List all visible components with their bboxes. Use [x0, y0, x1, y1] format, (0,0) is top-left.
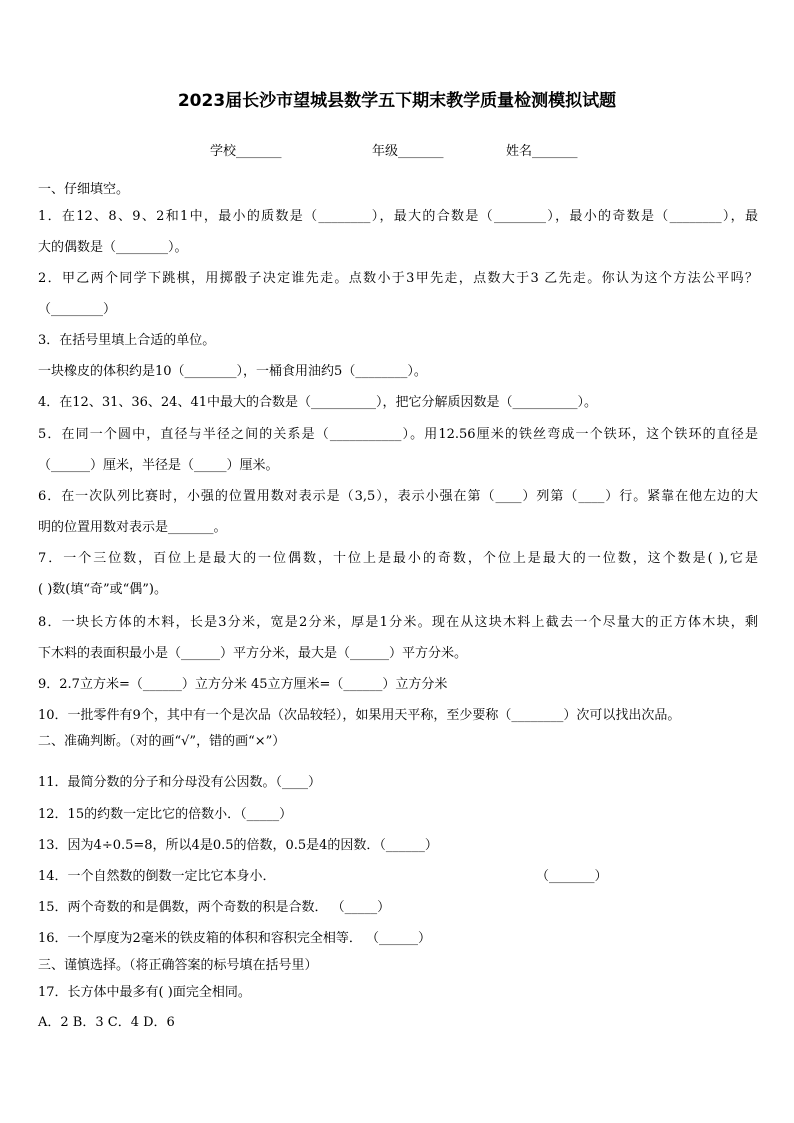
question-3-line-1: 3．在括号里填上合适的单位。: [38, 333, 216, 348]
question-9: 9．2.7立方米=（______）立方分米 45立方厘米=（______）立方分米: [38, 677, 448, 692]
question-17: 17．长方体中最多有( )面完全相同。: [38, 985, 251, 1000]
school-field: 学校_______: [210, 144, 282, 159]
question-5-line-2: （______）厘米，半径是（_____）厘米。: [38, 458, 279, 473]
section-heading-fill: 一、仔细填空。: [38, 182, 130, 197]
question-10: 10．一批零件有9个，其中有一个是次品（次品较轻），如果用天平称，至少要称（________）次可以找出次品。: [38, 708, 681, 723]
question-11: 11．最简分数的分子和分母没有公因数。（____）: [38, 775, 322, 790]
question-13: 13．因为4÷0.5=8，所以4是0.5的倍数，0.5是4的因数．（______）: [38, 838, 438, 853]
question-2-line-2: （________）: [38, 302, 117, 317]
section-heading-choice: 三、谨慎选择。（将正确答案的标号填在括号里）: [38, 958, 318, 973]
name-field: 姓名_______: [506, 144, 578, 159]
question-7-line-1: 7．一个三位数，百位上是最大的一位偶数，十位上是最小的奇数，个位上是最大的一位数，这个数是( ),它是: [38, 551, 758, 566]
question-6-line-1: 6．在一次队列比赛时，小强的位置用数对表示是（3,5），表示小强在第（____）列第（____）行。紧靠在他左边的大: [38, 489, 758, 504]
question-8-line-2: 下木料的表面积最小是（______）平方分米，最大是（______）平方分米。: [38, 646, 468, 661]
question-12: 12．15的约数一定比它的倍数小．（_____）: [38, 807, 293, 822]
question-2-line-1: 2．甲乙两个同学下跳棋，用掷骰子决定谁先走。点数小于3甲先走，点数大于3 乙先走。你认为这个方法公平吗？: [38, 271, 758, 286]
question-1-line-1: 1．在12、8、9、2和1中，最小的质数是（________），最大的合数是（________），最小的奇数是（________），最: [38, 209, 758, 224]
question-6-line-2: 明的位置用数对表示是_______。: [38, 520, 227, 535]
question-17-options: A．2 B．3 C．4 D．6: [38, 1015, 175, 1030]
question-16: 16．一个厚度为2毫米的铁皮箱的体积和容积完全相等． （______）: [38, 931, 431, 946]
question-15: 15．两个奇数的和是偶数，两个奇数的积是合数． （_____）: [38, 900, 391, 915]
question-14: 14．一个自然数的倒数一定比它本身小．: [38, 869, 276, 884]
grade-field: 年级_______: [372, 144, 444, 159]
page-title: 2023届长沙市望城县数学五下期末教学质量检测模拟试题: [177, 91, 617, 111]
question-1-line-2: 大的偶数是（________）。: [38, 240, 188, 255]
question-3-line-2: 一块橡皮的体积约是10（________），一桶食用油约5（________）。: [38, 364, 427, 379]
question-7-line-2: ( )数(填“奇”或“偶”)。: [38, 582, 168, 597]
question-4: 4．在12、31、36、24、41中最大的合数是（__________），把它分解质因数是（__________）。: [38, 395, 597, 410]
question-5-line-1: 5．在同一个圆中，直径与半径之间的关系是（___________）。用12.56厘米的铁丝弯成一个铁环，这个铁环的直径是: [38, 427, 758, 442]
question-14-answer: （_______）: [536, 869, 608, 884]
section-heading-judge: 二、准确判断。（对的画“√”，错的画“×”）: [38, 734, 286, 749]
question-8-line-1: 8．一块长方体的木料，长是3分米，宽是2分米，厚是1分米。现在从这块木料上截去一个尽量大的正方体木块，剩: [38, 615, 758, 630]
